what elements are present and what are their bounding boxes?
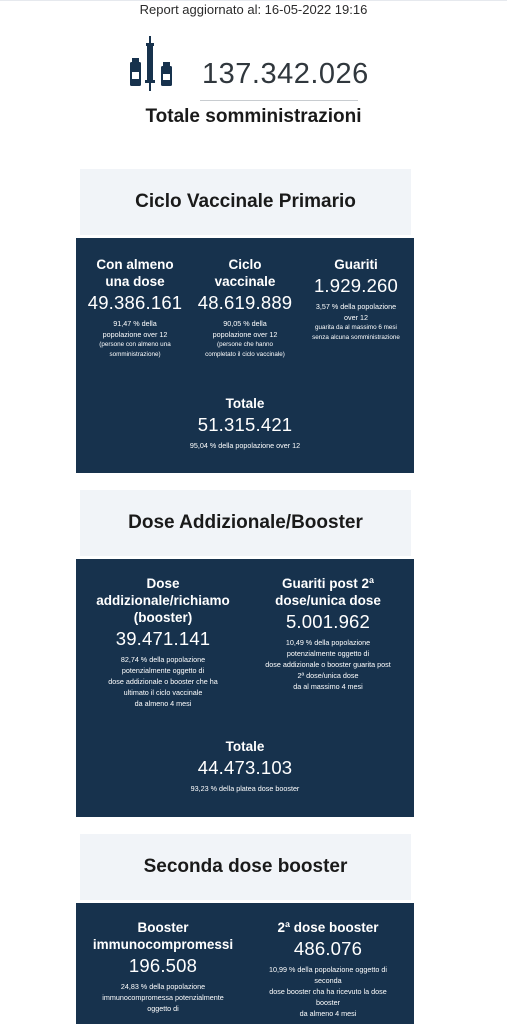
section-primary-header: Ciclo Vaccinale Primario	[80, 169, 411, 235]
stat-description: 24,83 % della popolazione immunocompromessa potenzialmente oggetto di	[102, 982, 224, 1013]
stat-value: 5.001.962	[285, 611, 371, 632]
stat-title: 2ª dose booster	[277, 920, 379, 935]
total-administrations-value: 137.342.026	[202, 58, 369, 90]
stat-description: 3,57 % della popolazione over 12	[315, 302, 397, 322]
section-booster-header: Dose Addizionale/Booster	[80, 490, 411, 556]
stat-value: 48.619.889	[197, 292, 293, 313]
stat-description: 93,23 % della platea dose booster	[190, 784, 300, 793]
stat-value: 196.508	[128, 955, 198, 976]
stat-additional-booster-dose	[84, 575, 242, 709]
stat-note: (persone con almeno una somministrazione)	[99, 341, 171, 358]
stat-description: 10,99 % della popolazione oggetto di seconda dose booster cha ha ricevuto la dose booster da almeno 4 mesi	[269, 965, 387, 1018]
stat-second-dose-booster	[248, 919, 408, 1019]
stat-title: Dose addizionale/richiamo (booster)	[96, 576, 230, 625]
stat-description: 82,74 % della popolazione potenzialmente oggetto di dose addizionale o booster che ha ultimato il ciclo vaccinale da almeno 4 mesi	[108, 655, 218, 708]
stat-description: 95,04 % della popolazione over 12	[189, 441, 301, 450]
stat-recovered-post-dose	[248, 575, 408, 692]
stat-description: 90,05 % della popolazione over 12	[212, 319, 278, 339]
section-second-booster-header: Seconda dose booster	[80, 834, 411, 900]
hero-divider	[200, 100, 358, 101]
stat-value: 1.929.260	[313, 275, 399, 296]
stat-recovered	[304, 256, 408, 343]
stat-description: 91,47 % della popolazione over 12	[102, 319, 168, 339]
stat-booster-total	[136, 738, 354, 794]
stat-value: 39.471.141	[115, 628, 211, 649]
report-updated-text: Report aggiornato al: 16-05-2022 19:16	[139, 2, 368, 17]
stat-title: Booster immunocompromessi	[92, 920, 234, 952]
top-divider	[0, 0, 507, 1]
stat-note: (persone che hanno completato il ciclo vaccinale)	[205, 341, 285, 358]
section-second-booster-panel	[76, 903, 414, 1024]
stat-at-least-one-dose	[82, 256, 188, 360]
stat-value: 49.386.161	[87, 292, 183, 313]
stat-primary-total	[136, 395, 354, 451]
section-booster-panel	[76, 559, 414, 817]
stat-title: Totale	[225, 396, 265, 411]
stat-vaccine-cycle	[191, 256, 299, 360]
stat-description: 10,49 % della popolazione potenzialmente oggetto di dose addizionale o booster guarita post 2ª dose/unica dose da al massimo 4 mesi	[265, 638, 391, 691]
stat-title: Totale	[225, 739, 265, 754]
stat-value: 51.315.421	[197, 414, 293, 435]
stat-booster-immunocompromised	[84, 919, 242, 1014]
stat-value: 486.076	[293, 938, 363, 959]
section-primary-panel	[76, 238, 414, 473]
stat-title: Con almeno una dose	[96, 257, 174, 289]
stat-title: Guariti	[334, 257, 378, 272]
stat-note: guarita da al massimo 6 mesi senza alcuna somministrazione	[312, 324, 400, 341]
stat-title: Ciclo vaccinale	[214, 257, 276, 289]
syringe-vials-icon	[128, 36, 174, 92]
stat-title: Guariti post 2ª dose/unica dose	[275, 576, 381, 608]
stat-value: 44.473.103	[197, 757, 293, 778]
total-administrations-label: Totale somministrazioni	[145, 106, 362, 127]
